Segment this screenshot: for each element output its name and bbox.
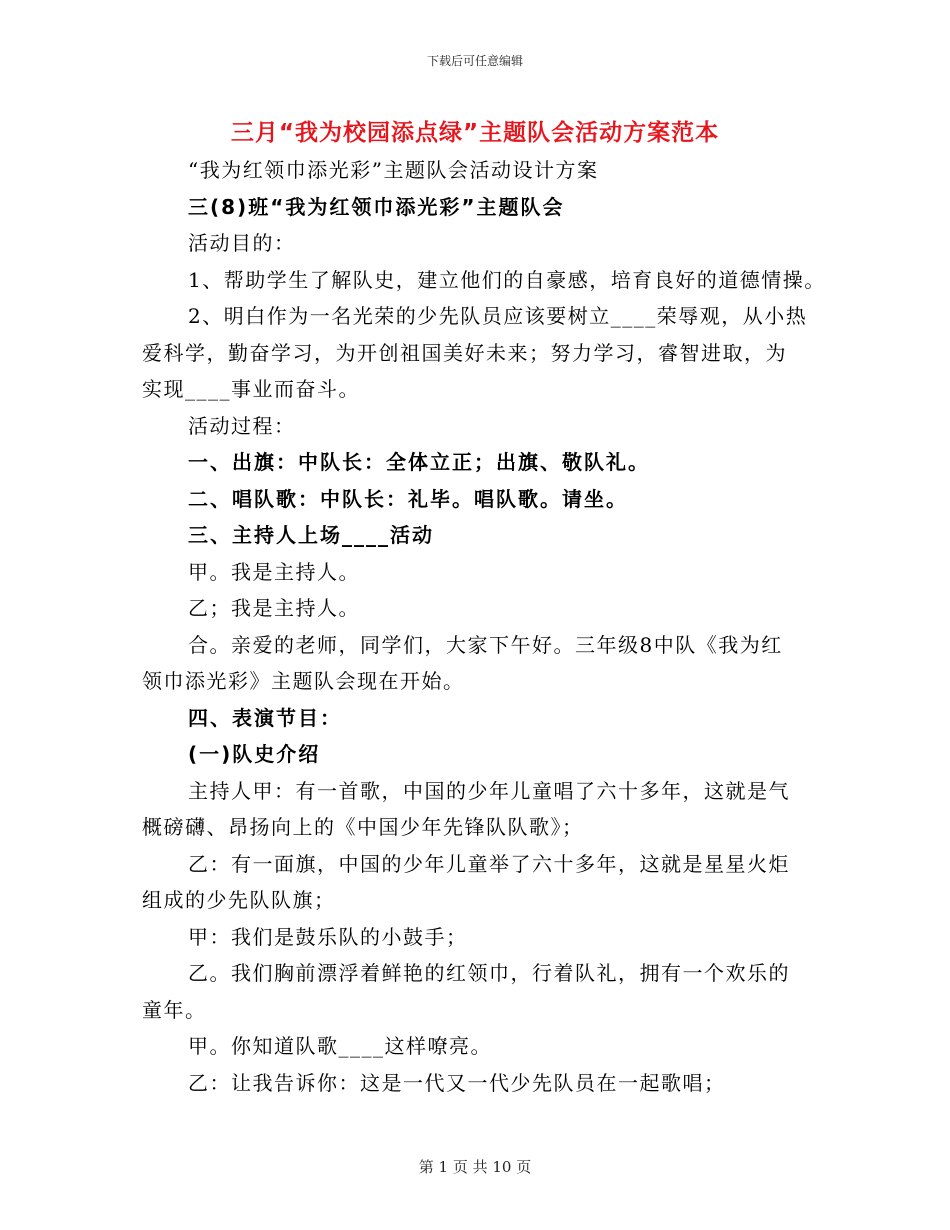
paragraph-line: 乙：有一面旗，中国的少年儿童举了六十多年，这就是星星火炬 [188, 851, 790, 876]
section-heading: 四、表演节目： [188, 705, 342, 730]
paragraph-line: 甲。我是主持人。 [188, 559, 360, 584]
section-heading: 三(8)班“我为红领巾添光彩”主题队会 [188, 194, 565, 219]
paragraph-line: 甲。你知道队歌____这样嘹亮。 [188, 1034, 492, 1058]
paragraph-line: 乙。我们胸前漂浮着鲜艳的红领巾，行着队礼，拥有一个欢乐的 [188, 961, 790, 985]
page-footer: 第 1 页 共 10 页 [418, 1158, 532, 1176]
section-heading: (一)队史介绍 [188, 742, 321, 766]
paragraph-line: 活动过程： [188, 413, 296, 438]
paragraph-line: 乙；我是主持人。 [188, 596, 360, 620]
paragraph-line: 爱科学，勤奋学习，为开创祖国美好未来；努力学习，睿智进取，为 [142, 340, 787, 365]
paragraph-line: 童年。 [142, 997, 207, 1022]
paragraph-line: 领巾添光彩》主题队会现在开始。 [142, 669, 465, 693]
page-header: 下载后可任意编辑 [426, 54, 523, 68]
paragraph-line: “我为红领巾添光彩”主题队会活动设计方案 [188, 158, 599, 182]
paragraph-line: 2、明白作为一名光荣的少先队员应该要树立____荣辱观，从小热 [188, 304, 808, 328]
document-body [142, 152, 826, 1101]
paragraph-line: 组成的少先队队旗； [142, 888, 336, 912]
section-heading: 三、主持人上场____活动 [188, 523, 434, 547]
paragraph-line: 实现____事业而奋斗。 [142, 377, 360, 401]
paragraph-line: 甲：我们是鼓乐队的小鼓手； [188, 924, 468, 949]
paragraph-line: 合。亲爱的老师，同学们，大家下午好。三年级8中队《我为红 [188, 632, 783, 657]
section-heading: 二、唱队歌：中队长：礼毕。唱队歌。请坐。 [188, 486, 628, 511]
paragraph-line: 1、帮助学生了解队史，建立他们的自豪感，培育良好的道德情操。 [188, 267, 826, 292]
paragraph-line: 概磅礴、昂扬向上的《中国少年先锋队队歌》； [142, 815, 584, 839]
section-heading: 一、出旗：中队长：全体立正；出旗、敬队礼。 [188, 450, 650, 474]
paragraph-line: 主持人甲：有一首歌，中国的少年儿童唱了六十多年，这就是气 [188, 778, 790, 803]
document-title: 三月“我为校园添点绿”主题队会活动方案范本 [230, 120, 720, 146]
paragraph-line: 乙：让我告诉你：这是一代又一代少先队员在一起歌唱； [188, 1070, 726, 1095]
paragraph-line: 活动目的： [188, 231, 296, 255]
